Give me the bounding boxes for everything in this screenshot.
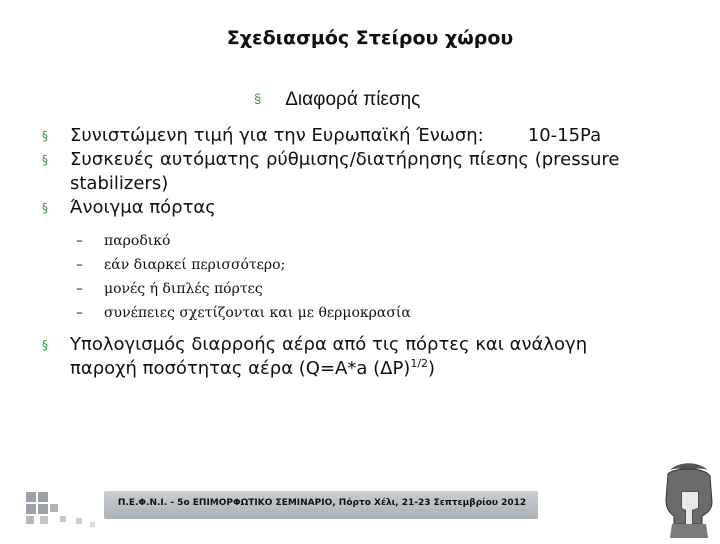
footer-text: Π.Ε.Φ.Ν.Ι. - 5ο ΕΠΙΜΟΡΦΩΤΙΚΟ ΣΕΜΙΝΑΡΙΟ, Πόρτο Χέλι, 21-23 Σεπτεμβρίου 2012 bbox=[117, 498, 527, 508]
subheading bbox=[254, 89, 420, 111]
slide-title: Σχεδιασμός Στείρου χώρου bbox=[226, 27, 514, 49]
bullet-item bbox=[42, 333, 692, 381]
bullet-text-line: Συσκευές αυτόματης ρύθμισης/διατήρησης πίεσης (pressure bbox=[70, 149, 620, 170]
bullet-text: Συνιστώμενη τιμή για την Ευρωπαϊκή Ένωση: bbox=[70, 125, 484, 146]
formula-close: ) bbox=[428, 358, 436, 379]
sub-bullet-text: παροδικό bbox=[104, 233, 171, 249]
subheading-text: Διαφορά πίεσης bbox=[285, 89, 421, 110]
formula-exponent: 1/2 bbox=[410, 357, 429, 370]
spartan-helmet-icon bbox=[658, 462, 718, 540]
bullet-item bbox=[42, 124, 692, 148]
sub-bullet-text: συνέπειες σχετίζονται και με θερμοκρασία bbox=[104, 305, 411, 321]
sub-bullet-item bbox=[76, 229, 692, 253]
bullet-item bbox=[42, 148, 692, 196]
dash-marker: – bbox=[76, 233, 83, 249]
bullet-item bbox=[42, 196, 692, 220]
bullet-text: Άνοιγμα πόρτας bbox=[70, 197, 216, 218]
bullet-text-line: stabilizers) bbox=[70, 173, 169, 194]
sub-bullet-item bbox=[76, 277, 692, 301]
dash-marker: – bbox=[76, 257, 83, 273]
bullet-text-line bbox=[70, 357, 692, 381]
bullet-square-icon: § bbox=[254, 91, 262, 106]
bullet-square-icon: § bbox=[42, 338, 48, 352]
sub-bullet-item bbox=[76, 301, 692, 325]
dash-marker: – bbox=[76, 281, 83, 297]
bullet-square-icon: § bbox=[42, 129, 48, 143]
dash-marker: – bbox=[76, 305, 83, 321]
bullet-list bbox=[42, 124, 692, 381]
bullet-text-line: Υπολογισμός διαρροής αέρα από τις πόρτες και ανάλογη bbox=[70, 334, 588, 355]
bullet-value: 10-15Pa bbox=[527, 125, 602, 146]
bullet-square-icon: § bbox=[42, 201, 48, 215]
sub-bullet-text: εάν διαρκεί περισσότερο; bbox=[104, 257, 286, 273]
formula-text: παροχή ποσότητας αέρα (Q=A*a (ΔP) bbox=[70, 358, 411, 379]
sub-bullet-text: μονές ή διπλές πόρτες bbox=[104, 281, 263, 297]
sub-bullet-list bbox=[76, 229, 692, 325]
bullet-square-icon: § bbox=[42, 153, 48, 167]
sub-bullet-item bbox=[76, 253, 692, 277]
